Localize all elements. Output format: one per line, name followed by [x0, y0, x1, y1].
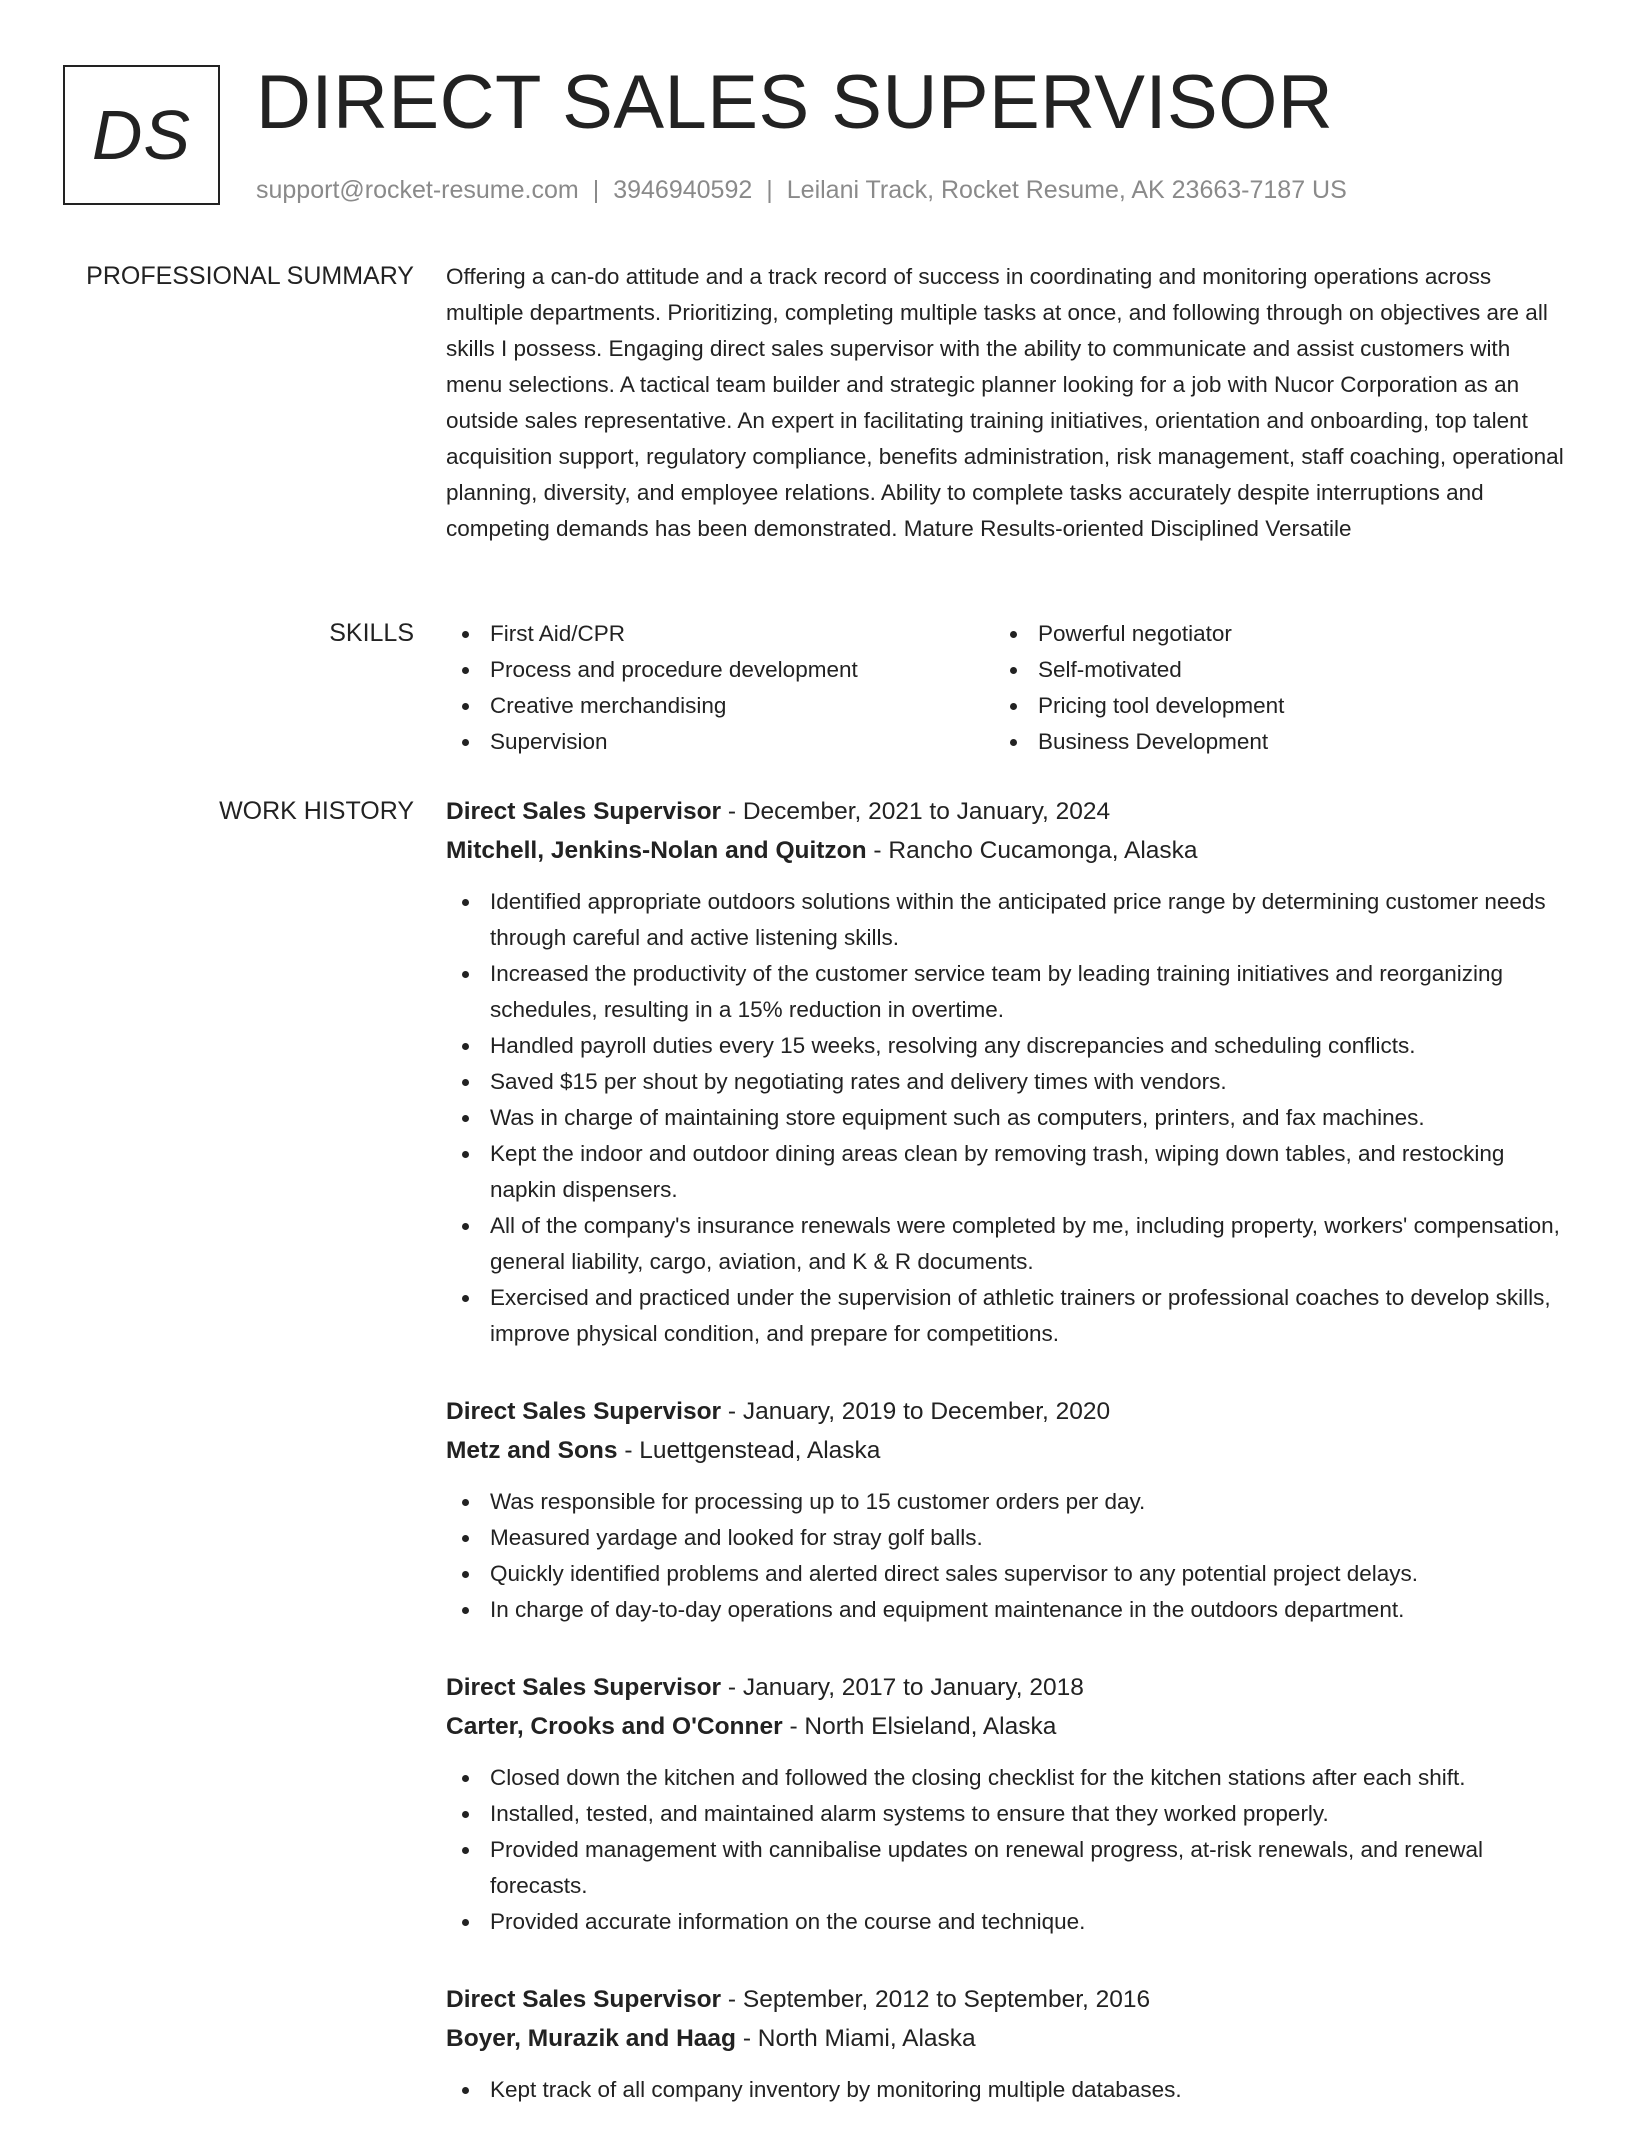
- section-heading-summary: PROFESSIONAL SUMMARY: [86, 262, 414, 290]
- skill-item: Supervision: [446, 724, 994, 760]
- job-title: Direct Sales Supervisor: [446, 1986, 722, 2013]
- job-duty: Identified appropriate outdoors solutions within the anticipated price range by determining customer needs through careful and active listening skills.: [446, 884, 1568, 956]
- contact-separator: |: [592, 176, 600, 204]
- phone-number[interactable]: 3946940592: [613, 176, 753, 204]
- job-company-line: [446, 1431, 1568, 1470]
- job-duty: Closed down the kitchen and followed the closing checklist for the kitchen stations after each shift.: [446, 1760, 1568, 1796]
- job-company: Carter, Crooks and O'Conner: [446, 1713, 783, 1740]
- summary-text: Offering a can-do attitude and a track record of success in coordinating and monitoring operations across multiple departments. Prioritizing, completing multiple tasks at once, and following through on objectives are all skills I possess. Engaging direct sales supervisor with the ability to communicate and assist customers with menu selections. A tactical team builder and strategic planner looking for a job with Nucor Corporation as an outside sales representative. An expert in facilitating training initiatives, orientation and onboarding, top talent acquisition support, regulatory compliance, benefits administration, risk management, staff coaching, operational planning, diversity, and employee relations. Ability to complete tasks accurately despite interruptions and competing demands has been demonstrated. Mature Results-oriented Disciplined Versatile: [446, 264, 1564, 541]
- job-dates: - January, 2017 to January, 2018: [721, 1674, 1084, 1701]
- job-title-line: [446, 1980, 1568, 2019]
- job-title: Direct Sales Supervisor: [446, 1398, 722, 1425]
- job-company: Metz and Sons: [446, 1437, 618, 1464]
- job-duties-list: [446, 1760, 1568, 1940]
- postal-address: Leilani Track, Rocket Resume, AK 23663-7187 US: [786, 176, 1347, 204]
- job-duty: Provided management with cannibalise updates on renewal progress, at-risk renewals, and renewal forecasts.: [446, 1832, 1568, 1904]
- job-location: - Luettgenstead, Alaska: [617, 1437, 881, 1464]
- initials-monogram: DS: [63, 65, 220, 205]
- skill-item: Business Development: [994, 724, 1542, 760]
- skill-item: Pricing tool development: [994, 688, 1542, 724]
- job-entry: [446, 1668, 1568, 1940]
- job-location: - North Miami, Alaska: [736, 2025, 976, 2052]
- job-duty: Kept the indoor and outdoor dining areas clean by removing trash, wiping down tables, and restocking napkin dispensers.: [446, 1136, 1568, 1208]
- job-duty: Was in charge of maintaining store equipment such as computers, printers, and fax machines.: [446, 1100, 1568, 1136]
- skill-item: Powerful negotiator: [994, 616, 1542, 652]
- job-title: Direct Sales Supervisor: [446, 798, 722, 825]
- job-dates: - December, 2021 to January, 2024: [721, 798, 1111, 825]
- contact-line: [256, 175, 1347, 205]
- job-company-line: [446, 831, 1568, 870]
- job-duty: Quickly identified problems and alerted direct sales supervisor to any potential project delays.: [446, 1556, 1568, 1592]
- job-duty: In charge of day-to-day operations and equipment maintenance in the outdoors department.: [446, 1592, 1568, 1628]
- job-duty: Installed, tested, and maintained alarm systems to ensure that they worked properly.: [446, 1796, 1568, 1832]
- email-address[interactable]: support@rocket-resume.com: [256, 176, 579, 204]
- job-dates: - September, 2012 to September, 2016: [721, 1986, 1151, 2013]
- job-company-line: [446, 2019, 1568, 2058]
- job-company: Boyer, Murazik and Haag: [446, 2025, 737, 2052]
- page-title: DIRECT SALES SUPERVISOR: [256, 60, 1334, 145]
- job-duty: Increased the productivity of the customer service team by leading training initiatives and reorganizing schedules, resulting in a 15% reduction in overtime.: [446, 956, 1568, 1028]
- job-duty: Kept track of all company inventory by monitoring multiple databases.: [446, 2072, 1568, 2108]
- contact-separator: |: [766, 176, 773, 204]
- skill-item: Process and procedure development: [446, 652, 994, 688]
- skills-list-right: [994, 616, 1542, 760]
- job-title-line: [446, 1392, 1568, 1431]
- job-duty: Measured yardage and looked for stray golf balls.: [446, 1520, 1568, 1556]
- job-location: - North Elsieland, Alaska: [782, 1713, 1057, 1740]
- job-entry: [446, 792, 1568, 1352]
- job-duty: Was responsible for processing up to 15 customer orders per day.: [446, 1484, 1568, 1520]
- skills-list-left: [446, 616, 994, 760]
- job-title-line: [446, 792, 1568, 831]
- job-duty: Provided accurate information on the course and technique.: [446, 1904, 1568, 1940]
- skill-item: Self-motivated: [994, 652, 1542, 688]
- job-company-line: [446, 1707, 1568, 1746]
- job-dates: - January, 2019 to December, 2020: [721, 1398, 1111, 1425]
- skill-item: First Aid/CPR: [446, 616, 994, 652]
- job-company: Mitchell, Jenkins-Nolan and Quitzon: [446, 837, 867, 864]
- job-duty: Exercised and practiced under the supervision of athletic trainers or professional coaches to develop skills, improve physical condition, and prepare for competitions.: [446, 1280, 1568, 1352]
- job-entry: [446, 1392, 1568, 1628]
- job-title: Direct Sales Supervisor: [446, 1674, 722, 1701]
- section-heading-work-history: WORK HISTORY: [219, 797, 414, 825]
- job-duties-list: [446, 2072, 1568, 2108]
- job-duty: All of the company's insurance renewals were completed by me, including property, workers' compensation, general liability, cargo, aviation, and K & R documents.: [446, 1208, 1568, 1280]
- job-entry: [446, 1980, 1568, 2108]
- job-title-line: [446, 1668, 1568, 1707]
- job-duty: Handled payroll duties every 15 weeks, resolving any discrepancies and scheduling conflicts.: [446, 1028, 1568, 1064]
- job-duties-list: [446, 1484, 1568, 1628]
- job-location: - Rancho Cucamonga, Alaska: [866, 837, 1198, 864]
- job-duties-list: [446, 884, 1568, 1352]
- job-duty: Saved $15 per shout by negotiating rates and delivery times with vendors.: [446, 1064, 1568, 1100]
- skill-item: Creative merchandising: [446, 688, 994, 724]
- section-heading-skills: SKILLS: [329, 619, 414, 647]
